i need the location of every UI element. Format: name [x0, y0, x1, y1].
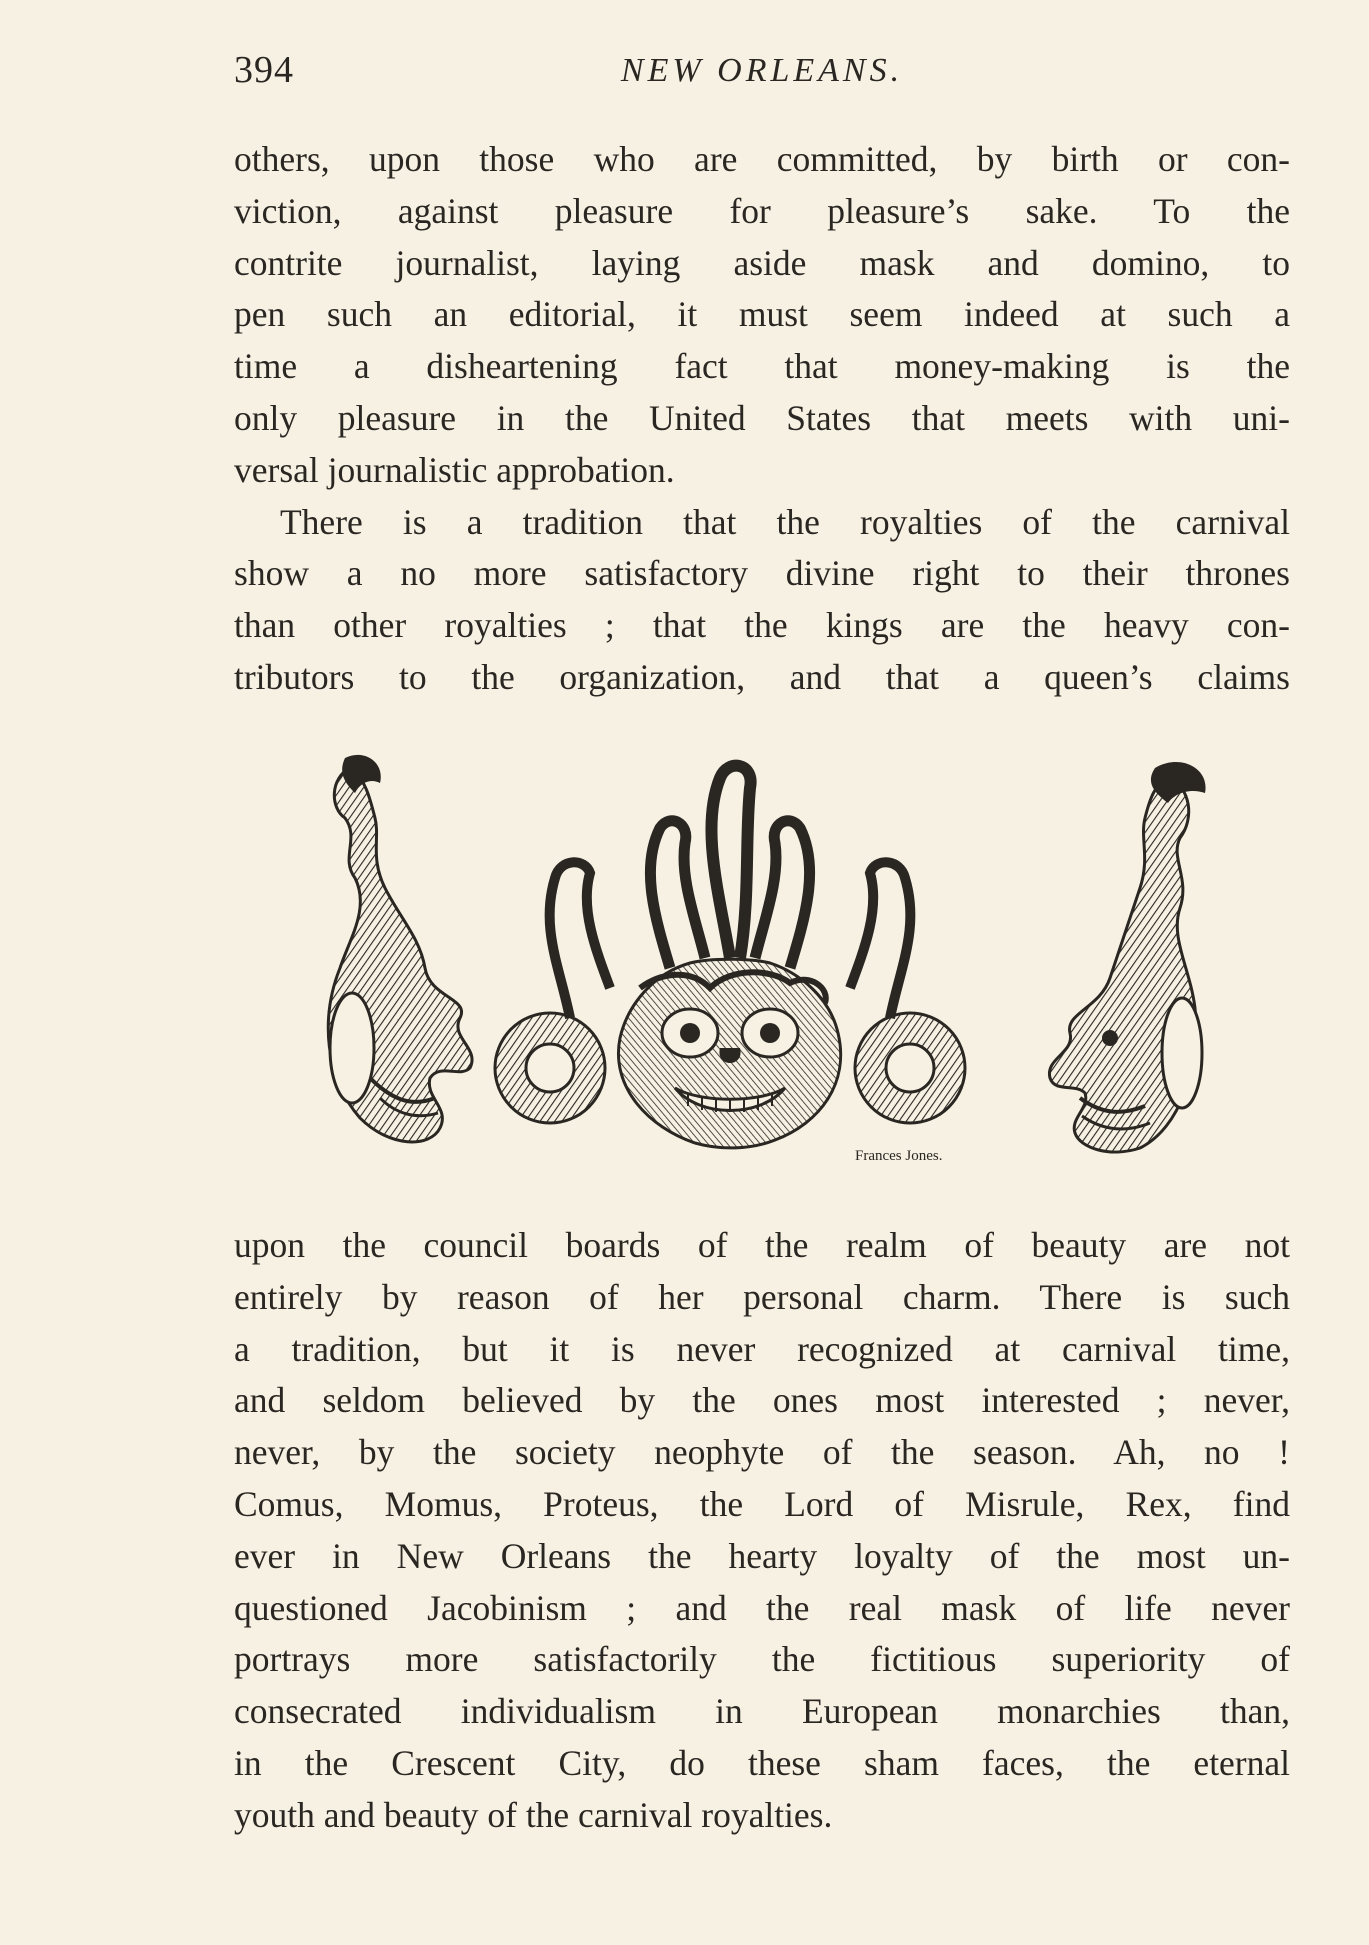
center-mask-drawing — [495, 766, 965, 1148]
text-line: viction, against pleasure for pleasure’s sake. To the — [234, 190, 1290, 231]
text-line: entirely by reason of her personal charm. There is such — [234, 1276, 1290, 1317]
text-block-top — [234, 134, 1290, 704]
right-mask-drawing — [1049, 762, 1205, 1152]
text-line: There is a tradition that the royalties of the carnival — [280, 501, 1290, 542]
text-line: youth and beauty of the carnival royalties. — [234, 1794, 833, 1835]
running-head — [234, 48, 1290, 98]
text-line: than other royalties ; that the kings are the heavy con- — [234, 605, 1290, 646]
text-line: time a disheartening fact that money-making is the — [234, 346, 1290, 387]
text-line: versal journalistic approbation. — [234, 449, 675, 490]
text-line: pen such an editorial, it must seem indeed at such a — [234, 294, 1290, 335]
text-line: tributors to the organization, and that a queen’s claims — [234, 656, 1290, 697]
carnival-masks-illustration — [310, 748, 1230, 1180]
text-line: others, upon those who are committed, by birth or con- — [234, 139, 1290, 179]
text-line: questioned Jacobinism ; and the real mask of life never — [234, 1587, 1290, 1628]
text-line: ever in New Orleans the hearty loyalty of the most un- — [234, 1535, 1290, 1576]
running-title: NEW ORLEANS. — [620, 52, 904, 89]
text-block-bottom — [234, 1220, 1290, 1842]
artist-signature: Frances Jones. — [855, 1148, 943, 1164]
text-line: contrite journalist, laying aside mask and domino, to — [234, 242, 1290, 283]
text-line: a tradition, but it is never recognized at carnival time, — [234, 1328, 1290, 1369]
text-line: show a no more satisfactory divine right to their thrones — [234, 553, 1290, 594]
left-mask-drawing — [328, 755, 472, 1142]
text-line: in the Crescent City, do these sham faces, the eternal — [234, 1742, 1290, 1783]
text-line: Comus, Momus, Proteus, the Lord of Misrule, Rex, find — [234, 1483, 1290, 1524]
text-line: and seldom believed by the ones most interested ; never, — [234, 1380, 1290, 1421]
text-line: only pleasure in the United States that meets with uni- — [234, 397, 1290, 438]
text-line: never, by the society neophyte of the season. Ah, no ! — [234, 1432, 1290, 1473]
text-line: upon the council boards of the realm of beauty are not — [234, 1225, 1290, 1265]
text-line: consecrated individualism in European monarchies than, — [234, 1691, 1290, 1732]
text-line: portrays more satisfactorily the fictitious superiority of — [234, 1639, 1290, 1680]
page-number: 394 — [234, 49, 294, 91]
